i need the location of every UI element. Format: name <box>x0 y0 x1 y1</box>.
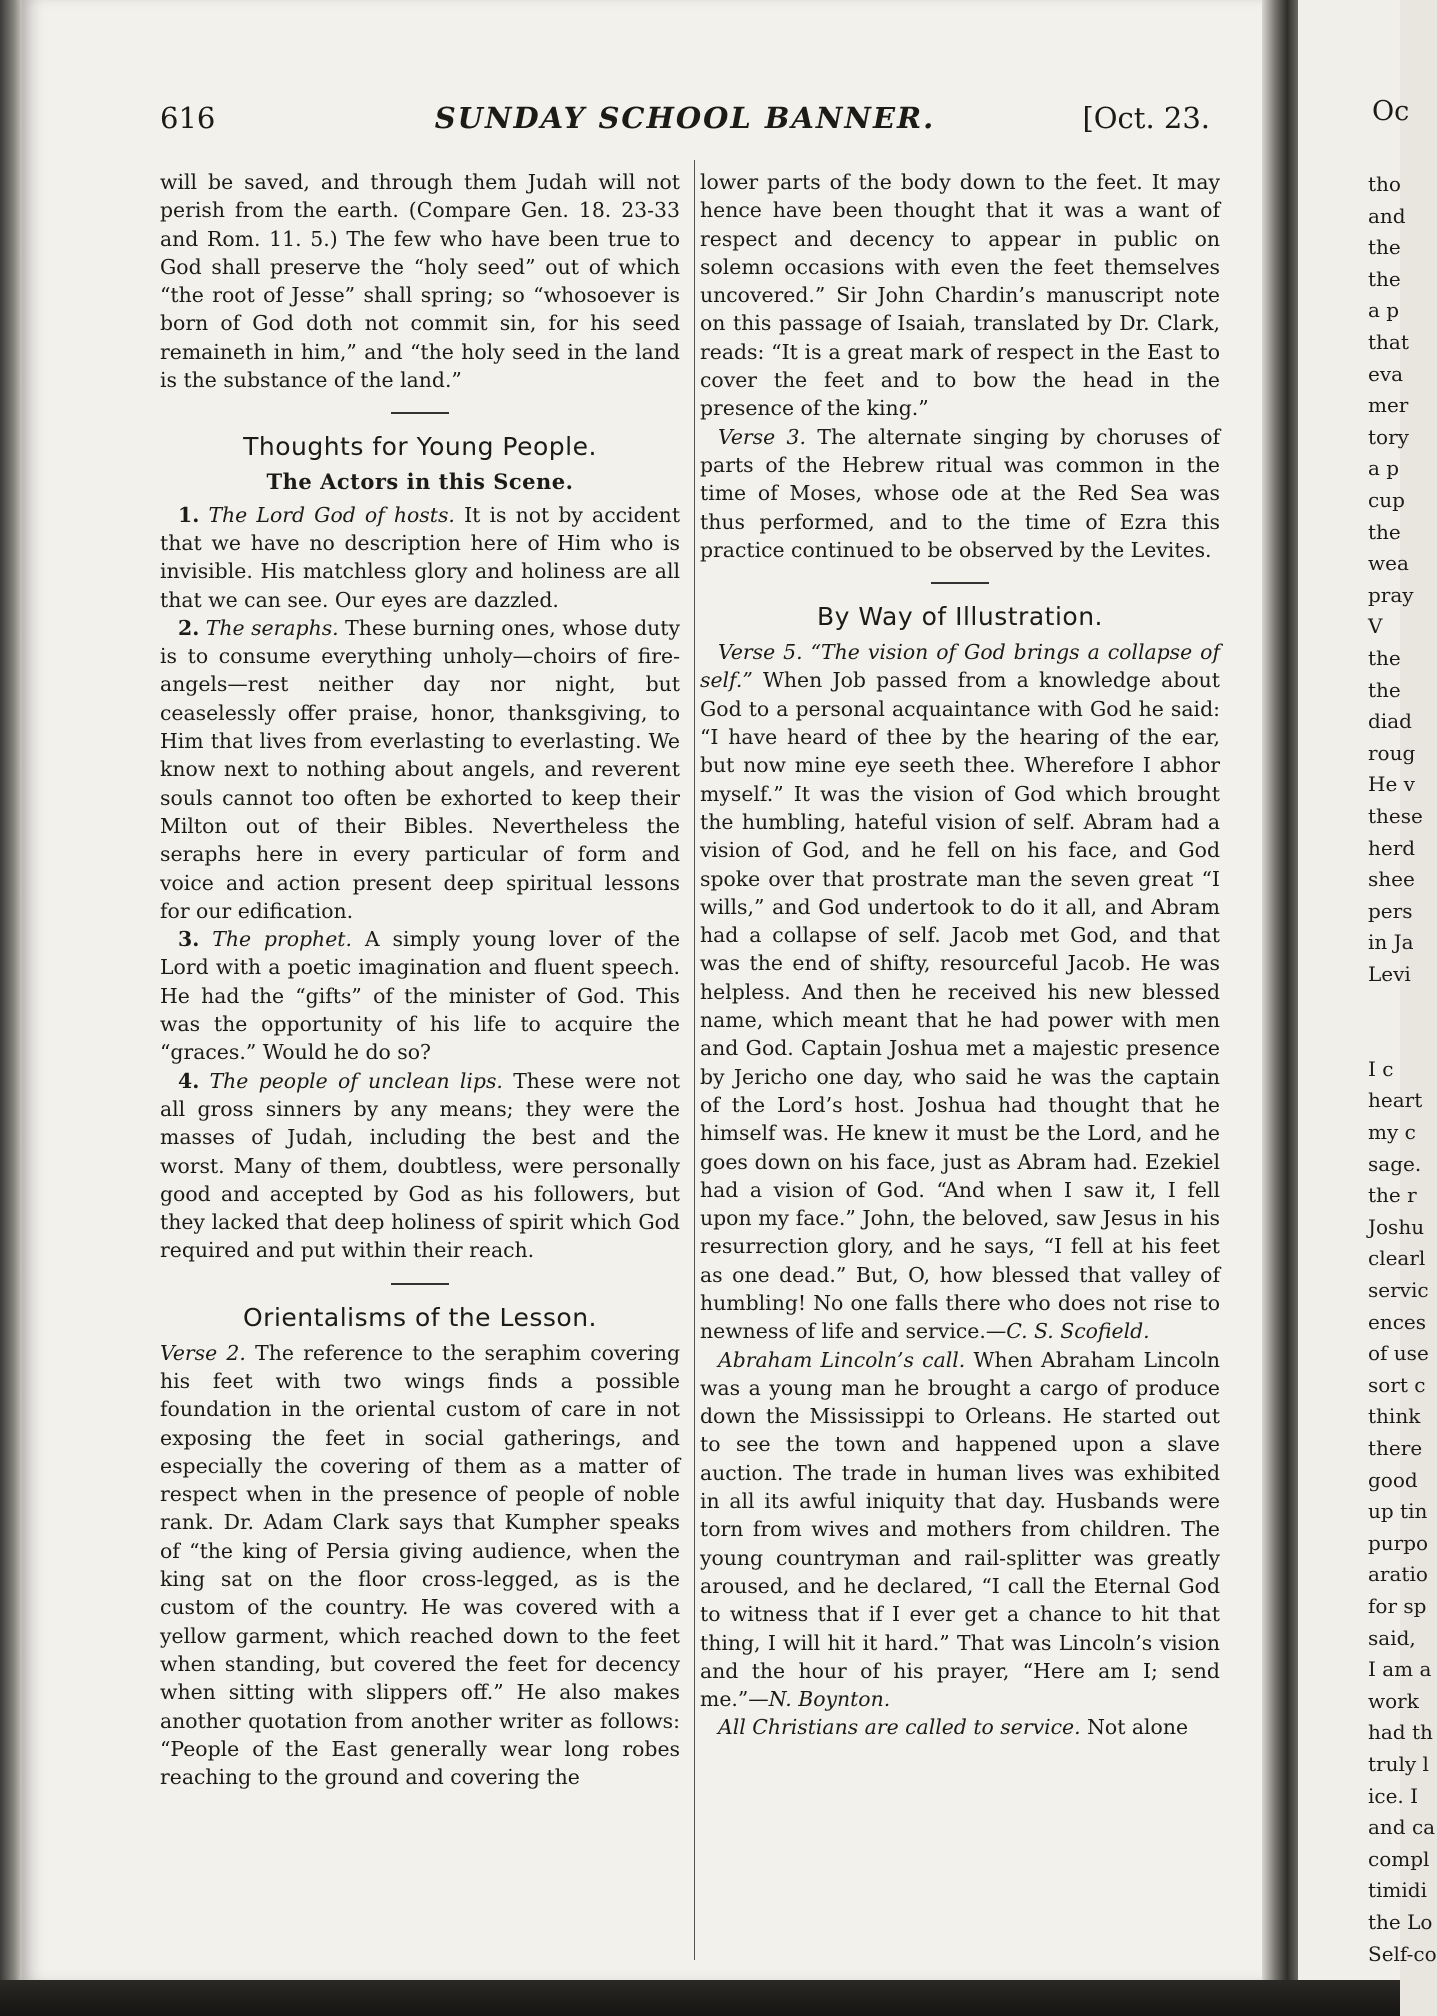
facing-page-line: timidi <box>1368 1878 1427 1903</box>
verse-text: The alternate singing by choruses of parts of the Hebrew ritual was common in the time of Moses, whose ode at the Red Sea was thus performed, and to the time of Ezra this practice continued to be observed by the Levites. <box>700 424 1221 562</box>
list-item <box>160 501 680 614</box>
facing-page-line: tho <box>1368 172 1401 196</box>
verse-paragraph <box>700 638 1220 1345</box>
facing-page-line: that <box>1368 330 1409 354</box>
illustration-text: When Abraham Lincoln was a young man he brought a cargo of produce down the Mississippi to Orleans. He started out to see the town and happened upon a slave auction. The trade in human lives was exhibited in all its awful iniquity that day. Husbands were torn from wives and mothers from children. The young countryman and rail-splitter was greatly aroused, and he declared, “I call the Eternal God to witness that if I ever get a chance to hit that thing, I will hit it hard.” That was Lincoln’s vision and the hour of his prayer, “Here am I; send me.”— <box>700 1347 1221 1712</box>
subheading-actors: The Actors in this Scene. <box>266 469 574 495</box>
facing-page-line: the <box>1368 235 1401 260</box>
facing-page-line: my c <box>1368 1120 1416 1144</box>
facing-page-line: compl <box>1368 1846 1430 1871</box>
intro-paragraph: will be saved, and through them Judah will not perish from the earth. (Compare Gen. 18. 23-33 and Rom. 11. 5.) The few who have been true to God shall preserve the “holy seed” out of which “the root of Jesse” shall spring; so “whosoever is born of God doth not commit sin, for his seed remaineth in him,” and “the holy seed in the land is the substance of the land.” <box>160 170 680 393</box>
section-heading-thoughts: Thoughts for Young People. <box>243 432 597 462</box>
illustration-label: Abraham Lincoln’s call. <box>718 1347 966 1372</box>
facing-page-line: heart <box>1368 1088 1423 1113</box>
list-item <box>160 925 680 1066</box>
facing-page-line: the Lo <box>1368 1910 1433 1934</box>
facing-page-line: ice. I <box>1368 1783 1419 1808</box>
facing-page-line: Oc <box>1372 96 1410 127</box>
facing-page-line: Levi <box>1368 962 1411 986</box>
author-credit: C. S. Scofield. <box>1006 1319 1150 1344</box>
list-item <box>160 614 680 925</box>
facing-page-line: He v <box>1368 772 1415 797</box>
binding-shadow <box>0 0 24 2016</box>
facing-page-line: up tin <box>1368 1499 1428 1524</box>
facing-page-line: I am a <box>1368 1657 1432 1682</box>
issue-date: [Oct. 23. <box>1082 101 1210 135</box>
facing-page-line: these <box>1368 804 1423 828</box>
verse-label: Verse 3. <box>718 424 806 449</box>
facing-page-line: had th <box>1368 1720 1433 1745</box>
facing-page-line: the <box>1368 519 1401 544</box>
facing-page-line: ences <box>1368 1309 1427 1334</box>
illustration-text: Not alone <box>1087 1715 1189 1740</box>
left-column <box>160 168 680 1791</box>
facing-page-line: pers <box>1368 898 1413 923</box>
facing-page-line: there <box>1368 1436 1423 1460</box>
verse-text: The reference to the seraphim covering his feet with two wings finds a possible foundation in the oriental custom of care in not exposing the feet in social gatherings, and especially the covering of them as a matter of respect when in the presence of people of noble rank. Dr. Adam Clark says that Kumpher speaks of “the king of Persia giving audience, when the king sat on the floor cross-legged, as is the custom of the country. He was covered with a yellow garment, which reached down to the feet when standing, but covered the feet for decency when sitting with slippers off.” He also makes another quotation from another writer as follows: “People of the East generally wear long robes reaching to the ground and covering the <box>160 1340 681 1790</box>
facing-page-line: cup <box>1368 488 1405 512</box>
facing-page-line: eva <box>1368 361 1404 386</box>
illustration-paragraph <box>700 1346 1220 1714</box>
facing-page-line: mer <box>1368 393 1409 418</box>
facing-page-line: Self-co <box>1368 1941 1437 1966</box>
page-header <box>160 98 1210 138</box>
item-number: 3. <box>178 927 200 952</box>
scan-edge <box>0 1980 1400 2016</box>
facing-page-line: the <box>1368 646 1401 670</box>
facing-page-line: aratio <box>1368 1562 1428 1587</box>
facing-page-line: said, <box>1368 1625 1416 1650</box>
facing-page-line: the <box>1368 677 1401 702</box>
facing-page-line: purpo <box>1368 1530 1429 1555</box>
facing-page-line: for sp <box>1368 1594 1427 1618</box>
facing-page-line: servic <box>1368 1278 1429 1302</box>
list-item <box>160 1067 680 1265</box>
section-heading-illustration: By Way of Illustration. <box>817 602 1103 632</box>
facing-page-line: sage. <box>1368 1151 1422 1176</box>
facing-page-line: think <box>1368 1404 1421 1429</box>
facing-page-line: of use <box>1368 1341 1429 1366</box>
item-text: These burning ones, whose duty is to consume everything unholy—choirs of fire-angels—rest neither day nor night, but ceaselessly offer praise, honor, thanksgiving, to Him that lives from everlasting to everlasting. We know next to nothing about angels, and reverent souls cannot too often be exhorted to keep their Milton out of their Bibles. Nevertheless the seraphs here in every particular of form and voice and action present deep spiritual lessons for our edification. <box>160 615 680 923</box>
verse-paragraph <box>160 1339 680 1792</box>
facing-page-line: V <box>1368 614 1383 639</box>
section-rule <box>931 582 989 584</box>
section-rule <box>391 1283 449 1285</box>
verse-label: Verse 2. <box>160 1340 246 1365</box>
illustration-label: All Christians are called to service. <box>718 1715 1081 1740</box>
illustration-paragraph <box>700 1713 1220 1741</box>
publication-title: SUNDAY SCHOOL BANNER. <box>434 101 936 135</box>
facing-page-line: truly l <box>1368 1752 1429 1776</box>
facing-page-line: tory <box>1368 424 1409 449</box>
facing-page-line: a p <box>1368 456 1400 481</box>
verse-label: Verse 5. <box>718 640 803 665</box>
facing-page-line: clearl <box>1368 1246 1426 1271</box>
facing-page-line: I c <box>1368 1056 1394 1081</box>
facing-page-line: in Ja <box>1368 930 1414 955</box>
facing-page-line: shee <box>1368 867 1415 892</box>
facing-page-line: diad <box>1368 709 1412 734</box>
verse-paragraph <box>700 423 1220 564</box>
item-label: The prophet. <box>212 927 352 952</box>
verse-text: When Job passed from a knowledge about God to a personal acquaintance with God he said: “I have heard of thee by the hearing of the ear, but now mine eye seeth thee. Wherefore I abhor myself.” It was the vision of God which brought the humbling, hateful vision of self. Abram had a vision of God, and he fell on his face, and God spoke over that prostrate man the seven great “I wills,” and God undertook to do it all, and Abram had a collapse of self. Jacob met God, and that was the end of shifty, resourceful Jacob. He was helpless. And then he received his new blessed name, which meant that he had power with men and God. Captain Joshua met a majestic presence by Jericho one day, who said he was the captain of the Lord’s host. Joshua had thought that he himself was. He knew it must be the Lord, and he goes down on his face, just as Abram had. Ezekiel had a vision of God. “And when I saw it, I fell upon my face.” John, the beloved, saw Jesus in his resurrection glory, and he says, “I fell at his feet as one dead.” But, O, how blessed that valley of humbling! No one falls there who does not rise to newness of life and service.— <box>700 668 1220 1344</box>
item-number: 4. <box>178 1068 200 1093</box>
continued-paragraph: lower parts of the body down to the feet. It may hence have been thought that it was a want of respect and decency to appear in public on solemn occasions with even the feet themselves uncovered.” Sir John Chardin’s manuscript note on this passage of Isaiah, translated by Dr. Clark, reads: “It is a great mark of respect in the East to cover the feet and to bow the head in the presence of the king.” <box>700 170 1220 421</box>
item-number: 1. <box>178 502 200 527</box>
section-heading-orientalisms: Orientalisms of the Lesson. <box>242 1302 597 1332</box>
page-number: 616 <box>160 101 216 135</box>
book-gutter <box>1262 0 1298 2016</box>
author-credit: N. Boynton. <box>768 1687 891 1712</box>
facing-page-line: roug <box>1368 740 1416 765</box>
facing-page-line: the r <box>1368 1183 1417 1208</box>
facing-page-line: and ca <box>1368 1815 1436 1840</box>
facing-page-line: wea <box>1368 551 1409 576</box>
facing-page-line: sort c <box>1368 1372 1426 1397</box>
verse-quote: “The vision of God brings a collapse of self.” <box>700 640 1221 693</box>
item-number: 2. <box>178 615 200 640</box>
facing-page-line: the <box>1368 266 1401 291</box>
item-text: A simply young lover of the Lord with a poetic imagination and fluent speech. He had the “gifts” of the minister of God. This was the opportunity of his life to acquire the “graces.” Would he do so? <box>160 927 681 1065</box>
facing-page-line: and <box>1368 203 1406 228</box>
column-divider <box>694 160 695 1960</box>
item-text: It is not by accident that we have no description here of Him who is invisible. His matchless glory and holiness are all that we can see. Our eyes are dazzled. <box>160 502 681 612</box>
facing-page-line: herd <box>1368 835 1416 860</box>
item-label: The Lord God of hosts. <box>208 502 455 527</box>
right-column <box>700 168 1220 1742</box>
facing-page-fragment <box>1298 0 1437 1980</box>
facing-page-line: pray <box>1368 582 1414 607</box>
item-label: The seraphs. <box>205 615 339 640</box>
item-text: These were not all gross sinners by any means; they were the masses of Judah, including the best and the worst. Many of them, doubtless, were personally good and accepted by God as his followers, but they lacked that deep holiness of spirit which God required and put within their reach. <box>160 1068 681 1263</box>
section-rule <box>391 412 449 414</box>
facing-page-line: Joshu <box>1368 1214 1425 1239</box>
item-label: The people of unclean lips. <box>209 1068 503 1093</box>
facing-page-line: good <box>1368 1467 1418 1492</box>
facing-page-line: work <box>1368 1688 1419 1713</box>
facing-page-line: a p <box>1368 298 1400 323</box>
